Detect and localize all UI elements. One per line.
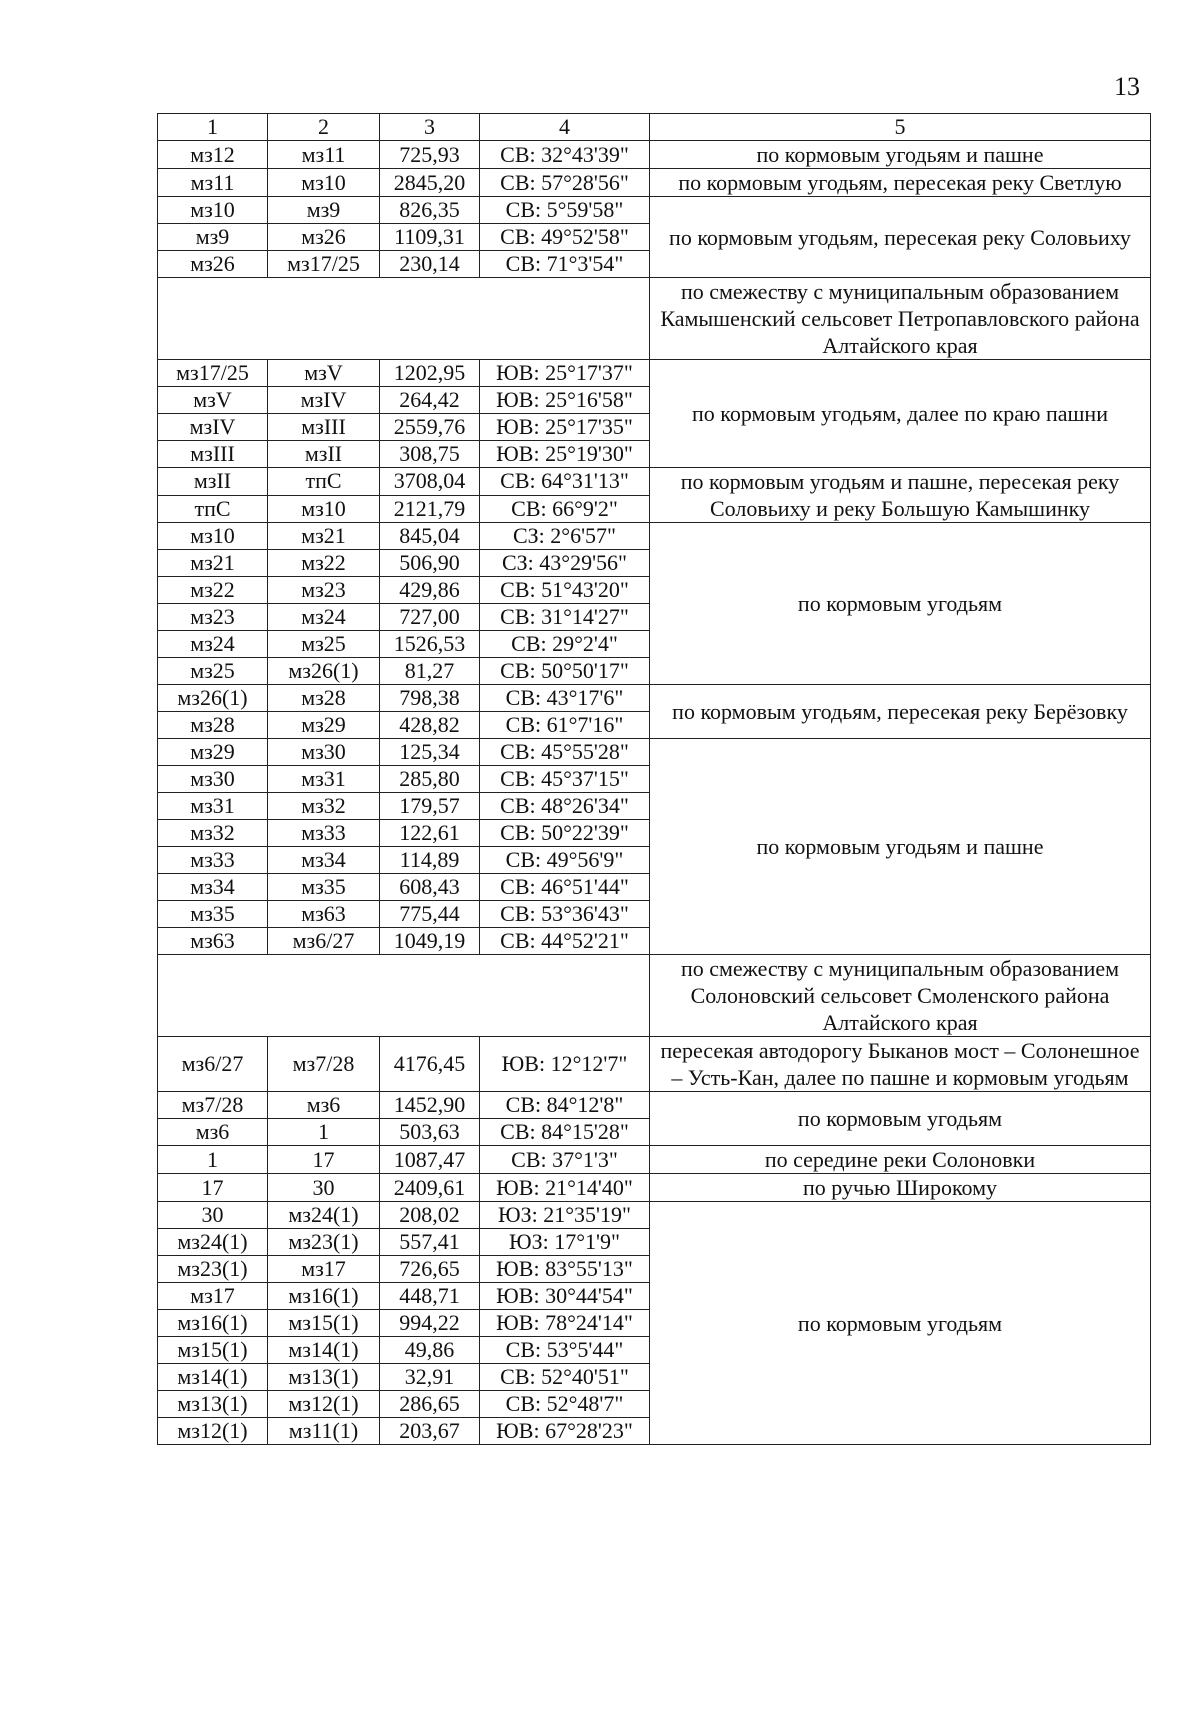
bearing-cell: СВ: 57°28'56"	[480, 169, 650, 197]
to-point-cell: мз31	[268, 766, 380, 793]
from-point-cell: мзIII	[158, 441, 268, 468]
to-point-cell: мз29	[268, 712, 380, 739]
to-point-cell: 30	[268, 1174, 380, 1202]
bearing-cell: ЮВ: 25°17'35"	[480, 414, 650, 441]
from-point-cell: мз25	[158, 658, 268, 685]
length-cell: 32,91	[380, 1364, 480, 1391]
header-col-1: 1	[158, 114, 268, 141]
length-cell: 503,63	[380, 1119, 480, 1146]
from-point-cell: мз17/25	[158, 360, 268, 387]
empty-cell	[158, 955, 650, 1037]
to-point-cell: мз35	[268, 874, 380, 901]
from-point-cell: мз30	[158, 766, 268, 793]
description-cell: по кормовым угодьям и пашне	[650, 141, 1151, 169]
bearing-cell: СВ: 48°26'34"	[480, 793, 650, 820]
description-cell: по кормовым угодьям	[650, 1092, 1151, 1146]
border-description: по смежеству с муниципальным образованием Солоновский сельсовет Смоленского района Алтайского края	[650, 955, 1151, 1037]
to-point-cell: мз24(1)	[268, 1202, 380, 1229]
from-point-cell: мз9	[158, 224, 268, 251]
length-cell: 122,61	[380, 820, 480, 847]
to-point-cell: тпС	[268, 468, 380, 496]
bearing-cell: ЮВ: 21°14'40"	[480, 1174, 650, 1202]
to-point-cell: мз28	[268, 685, 380, 712]
description-cell: по ручью Широкому	[650, 1174, 1151, 1202]
to-point-cell: мз30	[268, 739, 380, 766]
bearing-cell: СВ: 45°55'28"	[480, 739, 650, 766]
bearing-cell: СВ: 61°7'16"	[480, 712, 650, 739]
length-cell: 725,93	[380, 141, 480, 169]
bearing-cell: ЮВ: 25°17'37"	[480, 360, 650, 387]
from-point-cell: мзII	[158, 468, 268, 496]
length-cell: 285,80	[380, 766, 480, 793]
bearing-cell: ЮВ: 78°24'14"	[480, 1310, 650, 1337]
to-point-cell: мз9	[268, 197, 380, 224]
from-point-cell: мз26	[158, 251, 268, 278]
table-row	[158, 685, 1151, 712]
to-point-cell: мз21	[268, 523, 380, 550]
to-point-cell: мз26	[268, 224, 380, 251]
to-point-cell: мз17/25	[268, 251, 380, 278]
to-point-cell: мз13(1)	[268, 1364, 380, 1391]
length-cell: 2559,76	[380, 414, 480, 441]
bearing-cell: СВ: 32°43'39"	[480, 141, 650, 169]
bearing-cell: СВ: 45°37'15"	[480, 766, 650, 793]
from-point-cell: мз14(1)	[158, 1364, 268, 1391]
bearing-cell: СВ: 50°22'39"	[480, 820, 650, 847]
length-cell: 727,00	[380, 604, 480, 631]
bearing-cell: СВ: 46°51'44"	[480, 874, 650, 901]
table-row	[158, 1146, 1151, 1174]
table-row	[158, 169, 1151, 197]
length-cell: 1202,95	[380, 360, 480, 387]
from-point-cell: мз24	[158, 631, 268, 658]
from-point-cell: мз15(1)	[158, 1337, 268, 1364]
to-point-cell: мз25	[268, 631, 380, 658]
to-point-cell: мз17	[268, 1256, 380, 1283]
to-point-cell: мз7/28	[268, 1037, 380, 1092]
length-cell: 2121,79	[380, 495, 480, 523]
to-point-cell: мз23	[268, 577, 380, 604]
from-point-cell: 30	[158, 1202, 268, 1229]
bearing-cell: СВ: 37°1'3"	[480, 1146, 650, 1174]
description-cell: по кормовым угодьям	[650, 523, 1151, 685]
from-point-cell: мз11	[158, 169, 268, 197]
length-cell: 2409,61	[380, 1174, 480, 1202]
bearing-cell: СВ: 71°3'54"	[480, 251, 650, 278]
from-point-cell: мз24(1)	[158, 1229, 268, 1256]
bearing-cell: СЗ: 2°6'57"	[480, 523, 650, 550]
length-cell: 1049,19	[380, 928, 480, 955]
from-point-cell: 17	[158, 1174, 268, 1202]
to-point-cell: мз32	[268, 793, 380, 820]
table-row	[158, 523, 1151, 550]
from-point-cell: мз6	[158, 1119, 268, 1146]
bearing-cell: СЗ: 43°29'56"	[480, 550, 650, 577]
length-cell: 230,14	[380, 251, 480, 278]
to-point-cell: 1	[268, 1119, 380, 1146]
to-point-cell: мз33	[268, 820, 380, 847]
length-cell: 114,89	[380, 847, 480, 874]
length-cell: 608,43	[380, 874, 480, 901]
description-cell: по кормовым угодьям	[650, 1202, 1151, 1445]
length-cell: 81,27	[380, 658, 480, 685]
from-point-cell: тпС	[158, 495, 268, 523]
bearing-cell: СВ: 50°50'17"	[480, 658, 650, 685]
description-cell: по кормовым угодьям и пашне, пересекая реку Соловьиху и реку Большую Камышинку	[650, 468, 1151, 523]
from-point-cell: мз33	[158, 847, 268, 874]
to-point-cell: мз34	[268, 847, 380, 874]
table-row	[158, 141, 1151, 169]
to-point-cell: мзV	[268, 360, 380, 387]
table-row	[158, 1092, 1151, 1119]
bearing-cell: СВ: 53°36'43"	[480, 901, 650, 928]
length-cell: 429,86	[380, 577, 480, 604]
bearing-cell: СВ: 52°40'51"	[480, 1364, 650, 1391]
to-point-cell: мзIV	[268, 387, 380, 414]
length-cell: 49,86	[380, 1337, 480, 1364]
from-point-cell: мз16(1)	[158, 1310, 268, 1337]
bearing-cell: СВ: 5°59'58"	[480, 197, 650, 224]
to-point-cell: мз22	[268, 550, 380, 577]
bearing-cell: СВ: 52°48'7"	[480, 1391, 650, 1418]
length-cell: 2845,20	[380, 169, 480, 197]
to-point-cell: мзIII	[268, 414, 380, 441]
from-point-cell: мз10	[158, 197, 268, 224]
from-point-cell: мз28	[158, 712, 268, 739]
to-point-cell: мз63	[268, 901, 380, 928]
table-row	[158, 1202, 1151, 1229]
bearing-cell: СВ: 66°9'2"	[480, 495, 650, 523]
length-cell: 726,65	[380, 1256, 480, 1283]
header-col-2: 2	[268, 114, 380, 141]
length-cell: 1109,31	[380, 224, 480, 251]
empty-cell	[158, 278, 650, 360]
border-description: по смежеству с муниципальным образованием Камышенский сельсовет Петропавловского района Алтайского края	[650, 278, 1151, 360]
length-cell: 203,67	[380, 1418, 480, 1445]
length-cell: 308,75	[380, 441, 480, 468]
to-point-cell: мз11	[268, 141, 380, 169]
length-cell: 264,42	[380, 387, 480, 414]
header-col-5: 5	[650, 114, 1151, 141]
from-point-cell: мзIV	[158, 414, 268, 441]
description-cell: по середине реки Солоновки	[650, 1146, 1151, 1174]
bearing-cell: ЮЗ: 17°1'9"	[480, 1229, 650, 1256]
to-point-cell: мз11(1)	[268, 1418, 380, 1445]
table-row	[158, 197, 1151, 224]
table-row	[158, 1174, 1151, 1202]
header-col-3: 3	[380, 114, 480, 141]
to-point-cell: 17	[268, 1146, 380, 1174]
from-point-cell: мз6/27	[158, 1037, 268, 1092]
border-row	[158, 278, 1151, 360]
to-point-cell: мзII	[268, 441, 380, 468]
table-row	[158, 360, 1151, 387]
length-cell: 994,22	[380, 1310, 480, 1337]
bearing-cell: СВ: 84°12'8"	[480, 1092, 650, 1119]
bearing-cell: ЮЗ: 21°35'19"	[480, 1202, 650, 1229]
description-cell: по кормовым угодьям и пашне	[650, 739, 1151, 955]
boundary-table	[157, 113, 1151, 1445]
length-cell: 826,35	[380, 197, 480, 224]
to-point-cell: мз6/27	[268, 928, 380, 955]
length-cell: 798,38	[380, 685, 480, 712]
length-cell: 125,34	[380, 739, 480, 766]
bearing-cell: ЮВ: 67°28'23"	[480, 1418, 650, 1445]
bearing-cell: СВ: 53°5'44"	[480, 1337, 650, 1364]
bearing-cell: СВ: 64°31'13"	[480, 468, 650, 496]
length-cell: 4176,45	[380, 1037, 480, 1092]
table-header-row	[158, 114, 1151, 141]
length-cell: 448,71	[380, 1283, 480, 1310]
from-point-cell: мз13(1)	[158, 1391, 268, 1418]
length-cell: 428,82	[380, 712, 480, 739]
bearing-cell: СВ: 51°43'20"	[480, 577, 650, 604]
bearing-cell: ЮВ: 83°55'13"	[480, 1256, 650, 1283]
bearing-cell: СВ: 49°52'58"	[480, 224, 650, 251]
from-point-cell: мз22	[158, 577, 268, 604]
from-point-cell: мз31	[158, 793, 268, 820]
description-cell: по кормовым угодьям, пересекая реку Берёзовку	[650, 685, 1151, 739]
length-cell: 1452,90	[380, 1092, 480, 1119]
to-point-cell: мз10	[268, 495, 380, 523]
from-point-cell: мз32	[158, 820, 268, 847]
to-point-cell: мз6	[268, 1092, 380, 1119]
to-point-cell: мз24	[268, 604, 380, 631]
to-point-cell: мз14(1)	[268, 1337, 380, 1364]
from-point-cell: мз63	[158, 928, 268, 955]
from-point-cell: мз34	[158, 874, 268, 901]
from-point-cell: мз12(1)	[158, 1418, 268, 1445]
bearing-cell: СВ: 31°14'27"	[480, 604, 650, 631]
from-point-cell: мз23	[158, 604, 268, 631]
to-point-cell: мз23(1)	[268, 1229, 380, 1256]
bearing-cell: СВ: 44°52'21"	[480, 928, 650, 955]
bearing-cell: ЮВ: 30°44'54"	[480, 1283, 650, 1310]
length-cell: 506,90	[380, 550, 480, 577]
from-point-cell: мз17	[158, 1283, 268, 1310]
length-cell: 208,02	[380, 1202, 480, 1229]
table-row	[158, 739, 1151, 766]
page-number: 13	[1114, 72, 1140, 101]
bearing-cell: СВ: 49°56'9"	[480, 847, 650, 874]
header-col-4: 4	[480, 114, 650, 141]
length-cell: 286,65	[380, 1391, 480, 1418]
from-point-cell: мз29	[158, 739, 268, 766]
to-point-cell: мз12(1)	[268, 1391, 380, 1418]
table-body	[158, 141, 1151, 1445]
bearing-cell: СВ: 29°2'4"	[480, 631, 650, 658]
length-cell: 775,44	[380, 901, 480, 928]
bearing-cell: СВ: 43°17'6"	[480, 685, 650, 712]
length-cell: 557,41	[380, 1229, 480, 1256]
to-point-cell: мз15(1)	[268, 1310, 380, 1337]
length-cell: 1087,47	[380, 1146, 480, 1174]
from-point-cell: мзV	[158, 387, 268, 414]
from-point-cell: мз12	[158, 141, 268, 169]
to-point-cell: мз10	[268, 169, 380, 197]
table-row	[158, 1037, 1151, 1092]
from-point-cell: 1	[158, 1146, 268, 1174]
length-cell: 1526,53	[380, 631, 480, 658]
from-point-cell: мз21	[158, 550, 268, 577]
length-cell: 3708,04	[380, 468, 480, 496]
to-point-cell: мз16(1)	[268, 1283, 380, 1310]
from-point-cell: мз26(1)	[158, 685, 268, 712]
table-row	[158, 468, 1151, 496]
length-cell: 179,57	[380, 793, 480, 820]
bearing-cell: СВ: 84°15'28"	[480, 1119, 650, 1146]
from-point-cell: мз23(1)	[158, 1256, 268, 1283]
border-row	[158, 955, 1151, 1037]
length-cell: 845,04	[380, 523, 480, 550]
description-cell: пересекая автодорогу Быканов мост – Солонешное – Усть-Кан, далее по пашне и кормовым угодьям	[650, 1037, 1151, 1092]
bearing-cell: ЮВ: 25°16'58"	[480, 387, 650, 414]
description-cell: по кормовым угодьям, пересекая реку Соловьиху	[650, 197, 1151, 278]
from-point-cell: мз35	[158, 901, 268, 928]
bearing-cell: ЮВ: 25°19'30"	[480, 441, 650, 468]
description-cell: по кормовым угодьям, пересекая реку Светлую	[650, 169, 1151, 197]
description-cell: по кормовым угодьям, далее по краю пашни	[650, 360, 1151, 468]
from-point-cell: мз10	[158, 523, 268, 550]
from-point-cell: мз7/28	[158, 1092, 268, 1119]
bearing-cell: ЮВ: 12°12'7"	[480, 1037, 650, 1092]
to-point-cell: мз26(1)	[268, 658, 380, 685]
